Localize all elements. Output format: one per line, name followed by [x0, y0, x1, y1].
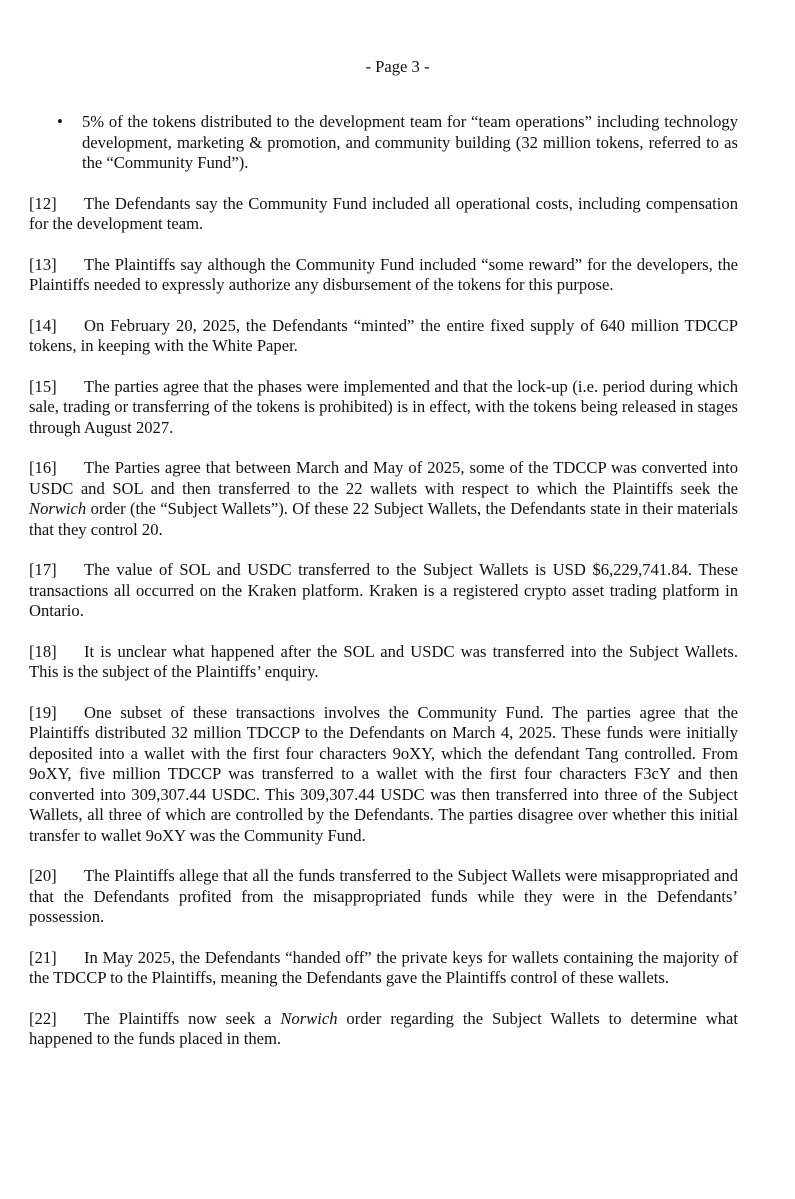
paragraph-22	[29, 1009, 738, 1050]
paragraph-number: [18]	[29, 641, 57, 661]
paragraph-number: [20]	[29, 866, 57, 885]
paragraph-19	[29, 703, 738, 847]
paragraph-14	[29, 316, 738, 357]
paragraph-number: [16]	[29, 458, 57, 477]
bullet-item	[29, 112, 738, 174]
paragraph-number: [12]	[29, 193, 57, 213]
paragraph-12	[29, 194, 738, 235]
paragraph-text: The Defendants say the Community Fund included all operational costs, including compensation for the development team.	[29, 193, 738, 233]
paragraph-17	[29, 560, 738, 622]
paragraph-text: The parties agree that the phases were implemented and that the lock-up (i.e. period during which sale, trading or transferring of the tokens is prohibited) is in effect, with the tokens being released in stages through August 2027.	[29, 376, 738, 437]
paragraph-number: [19]	[29, 702, 57, 722]
bullet-text: 5% of the tokens distributed to the development team for “team operations” including technology development, marketing & promotion, and community building (32 million tokens, referred to as the “Community Fund”).	[82, 112, 738, 172]
bullet-symbol: •	[57, 112, 63, 131]
paragraph-number: [13]	[29, 254, 57, 274]
paragraph-text: The Plaintiffs allege that all the funds transferred to the Subject Wallets were misappropriated and that the Defendants profited from the misappropriated funds while they were in the Defendants’ possession.	[29, 866, 738, 926]
paragraph-number: [21]	[29, 947, 57, 967]
case-name-italic: Norwich	[29, 499, 87, 518]
paragraph-21	[29, 948, 738, 989]
paragraph-18	[29, 642, 738, 683]
paragraph-text: The value of SOL and USDC transferred to the Subject Wallets is USD $6,229,741.84. These transactions all occurred on the Kraken platform. Kraken is a registered crypto asset trading platform in Ontario.	[29, 560, 738, 620]
paragraph-13	[29, 255, 738, 296]
paragraph-text: In May 2025, the Defendants “handed off” the private keys for wallets containing the majority of the TDCCP to the Plaintiffs, meaning the Defendants gave the Plaintiffs control of these wallets.	[29, 947, 738, 987]
paragraph-text: One subset of these transactions involves the Community Fund. The parties agree that the Plaintiffs distributed 32 million TDCCP to the Defendants on March 4, 2025. These funds were initially deposited into a wallet with the first four characters 9oXY, which the defendant Tang controlled. From 9oXY, five million TDCCP was transferred to a wallet with the first four characters F3cY and then converted into 309,307.44 USDC. This 309,307.44 USDC was then transferred into three of the Subject Wallets, all three of which are controlled by the Defendants. The parties disagree over whether this initial transfer to wallet 9oXY was the Community Fund.	[29, 702, 738, 845]
paragraph-15	[29, 377, 738, 439]
paragraph-20	[29, 866, 738, 928]
paragraph-text-part-a: The Parties agree that between March and May of 2025, some of the TDCCP was converted into USDC and SOL and then transferred to the 22 wallets with respect to which the Plaintiffs seek the	[29, 458, 738, 498]
paragraph-16	[29, 458, 738, 540]
paragraph-number: [14]	[29, 315, 57, 335]
paragraph-number: [15]	[29, 376, 57, 396]
case-name-italic: Norwich	[280, 1008, 338, 1028]
paragraph-text-part-b: order (the “Subject Wallets”). Of these 22 Subject Wallets, the Defendants state in their materials that they control 20.	[29, 499, 738, 539]
paragraph-text: It is unclear what happened after the SOL and USDC was transferred into the Subject Wallets. This is the subject of the Plaintiffs’ enquiry.	[29, 641, 738, 681]
paragraph-text-part-a: The Plaintiffs now seek a	[84, 1008, 281, 1028]
paragraph-text: On February 20, 2025, the Defendants “minted” the entire fixed supply of 640 million TDCCP tokens, in keeping with the White Paper.	[29, 315, 738, 355]
page-number: - Page 3 -	[365, 57, 430, 76]
document-body	[29, 112, 738, 1070]
paragraph-text: The Plaintiffs say although the Community Fund included “some reward” for the developers, the Plaintiffs needed to expressly authorize any disbursement of the tokens for this purpose.	[29, 254, 738, 294]
paragraph-number: [22]	[29, 1008, 57, 1028]
paragraph-text-part-b: order regarding the Subject Wallets to determine what happened to the funds placed in them.	[29, 1008, 738, 1048]
paragraph-number: [17]	[29, 560, 57, 579]
